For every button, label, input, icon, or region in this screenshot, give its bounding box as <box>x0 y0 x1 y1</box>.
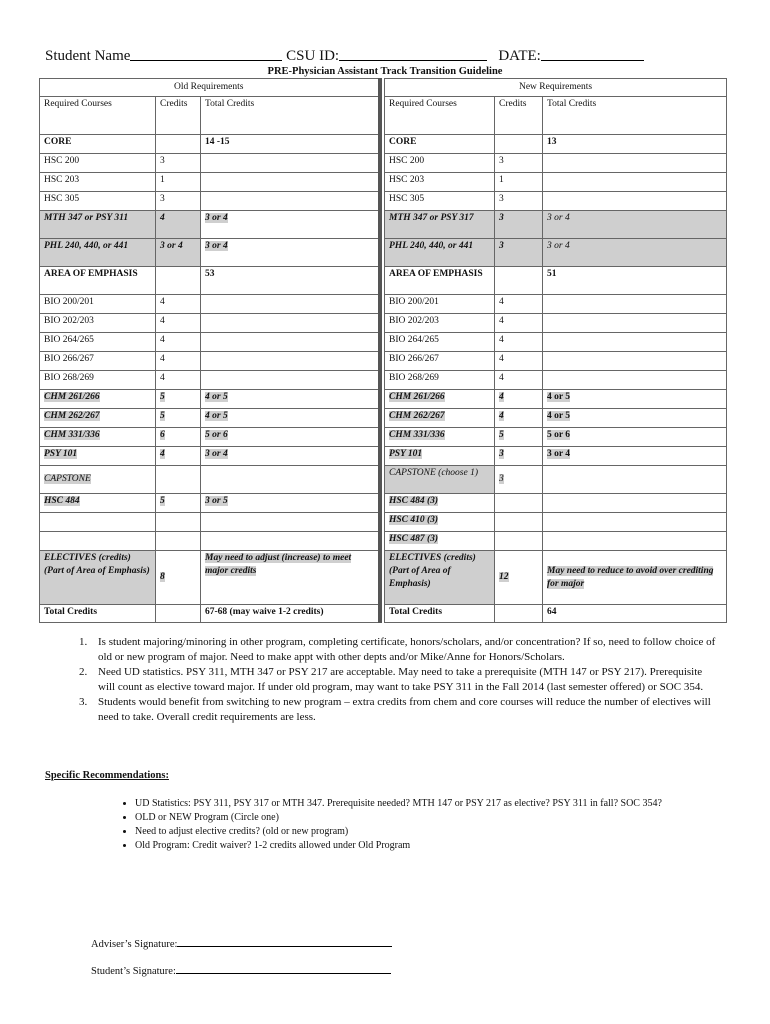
course-cell: PSY 101 <box>385 447 495 466</box>
credits-cell: 1 <box>156 173 201 192</box>
course-cell: PHL 240, 440, or 441 <box>385 239 495 267</box>
csu-id-label: CSU ID: <box>286 48 340 64</box>
total-cell: 3 or 4 <box>201 211 380 239</box>
course-cell: ELECTIVES (credits) (Part of Area of Emphasis) <box>40 551 156 605</box>
course-cell: PSY 101 <box>40 447 156 466</box>
credits-cell: 4 <box>495 371 543 390</box>
student-name-label: Student Name <box>45 48 131 64</box>
credits-cell: 5 <box>156 409 201 428</box>
total-cell: 3 or 5 <box>201 494 380 513</box>
credits-cell: 4 <box>495 352 543 371</box>
course-cell: BIO 200/201 <box>40 295 156 314</box>
total-cell: 3 or 4 <box>201 447 380 466</box>
area-of-emphasis-total: 51 <box>543 267 727 295</box>
course-cell: BIO 266/267 <box>40 352 156 371</box>
note-item: 3. Students would benefit from switching to new program – extra credits from chem and core courses will reduce the number of electives will need to take. Overall credit requirements are less. <box>90 695 718 725</box>
course-cell: HSC 487 (3) <box>385 532 495 551</box>
total-cell: 3 or 4 <box>543 447 727 466</box>
student-name-field[interactable] <box>130 46 282 61</box>
course-cell: BIO 264/265 <box>385 333 495 352</box>
credits-cell: 4 <box>495 409 543 428</box>
total-cell: 4 or 5 <box>543 390 727 409</box>
course-cell: CHM 261/266 <box>385 390 495 409</box>
course-cell: BIO 202/203 <box>385 314 495 333</box>
total-cell: 3 or 4 <box>201 239 380 267</box>
course-cell: HSC 484 <box>40 494 156 513</box>
credits-cell: 3 <box>495 239 543 267</box>
total-cell: 3 or 4 <box>543 239 727 267</box>
recommendation-item: • OLD or NEW Program (Circle one) <box>135 811 735 825</box>
adviser-signature-row <box>91 936 392 950</box>
area-of-emphasis-total: 53 <box>201 267 380 295</box>
adviser-signature-label: Adviser’s Signature: <box>91 939 178 950</box>
course-cell: HSC 203 <box>40 173 156 192</box>
credits-cell: 4 <box>495 390 543 409</box>
course-cell: BIO 268/269 <box>385 371 495 390</box>
course-cell: CAPSTONE <box>40 466 156 494</box>
course-cell: CHM 262/267 <box>385 409 495 428</box>
course-cell: HSC 200 <box>385 154 495 173</box>
course-cell: HSC 410 (3) <box>385 513 495 532</box>
credits-cell: 4 <box>495 295 543 314</box>
total-cell: May need to adjust (increase) to meet major credits <box>201 551 380 605</box>
course-cell: MTH 347 or PSY 311 <box>40 211 156 239</box>
col-required-courses: Required Courses <box>385 97 495 135</box>
col-required-courses: Required Courses <box>40 97 156 135</box>
credits-cell: 3 <box>156 154 201 173</box>
course-cell: HSC 203 <box>385 173 495 192</box>
total-cell: 4 or 5 <box>543 409 727 428</box>
credits-cell: 4 <box>156 371 201 390</box>
credits-cell: 4 <box>156 314 201 333</box>
col-total-credits: Total Credits <box>201 97 380 135</box>
credits-cell: 3 <box>495 466 543 494</box>
total-credits-label: Total Credits <box>40 605 156 623</box>
student-signature-field[interactable] <box>176 963 391 974</box>
credits-cell: 6 <box>156 428 201 447</box>
date-field[interactable] <box>541 46 644 61</box>
course-cell: CHM 262/267 <box>40 409 156 428</box>
old-requirements-table <box>39 78 382 623</box>
credits-cell: 4 <box>156 352 201 371</box>
course-cell: CHM 261/266 <box>40 390 156 409</box>
col-total-credits: Total Credits <box>543 97 727 135</box>
credits-cell: 5 <box>495 428 543 447</box>
total-credits-label: Total Credits <box>385 605 495 623</box>
credits-cell: 4 <box>156 447 201 466</box>
course-cell: BIO 268/269 <box>40 371 156 390</box>
course-cell: CAPSTONE (choose 1) <box>385 466 495 494</box>
total-credits-value: 64 <box>543 605 727 623</box>
header-line <box>45 46 665 65</box>
total-cell: 4 or 5 <box>201 390 380 409</box>
core-total: 13 <box>543 135 727 154</box>
note-item: 2. Need UD statistics. PSY 311, MTH 347 or PSY 217 are acceptable. May need to take a prerequisite (MTH 147 or PSY 217). Prerequisite will count as elective toward major. If under old program, may want to take PSY 311 in the Fall 2014 (last semester offered) or SOC 354. <box>90 665 718 695</box>
core-label: CORE <box>385 135 495 154</box>
credits-cell: 3 or 4 <box>156 239 201 267</box>
credits-cell: 1 <box>495 173 543 192</box>
course-cell: BIO 266/267 <box>385 352 495 371</box>
course-cell: BIO 202/203 <box>40 314 156 333</box>
course-cell: PHL 240, 440, or 441 <box>40 239 156 267</box>
course-cell: HSC 484 (3) <box>385 494 495 513</box>
total-cell: 4 or 5 <box>201 409 380 428</box>
recommendation-item: • Old Program: Credit waiver? 1-2 credits allowed under Old Program <box>135 839 735 853</box>
credits-cell: 3 <box>495 192 543 211</box>
credits-cell: 4 <box>495 314 543 333</box>
recommendation-item: • Need to adjust elective credits? (old or new program) <box>135 825 735 839</box>
credits-cell: 4 <box>156 295 201 314</box>
course-cell: HSC 305 <box>385 192 495 211</box>
core-label: CORE <box>40 135 156 154</box>
total-credits-value: 67-68 (may waive 1-2 credits) <box>201 605 380 623</box>
student-signature-row <box>91 963 391 977</box>
credits-cell: 8 <box>156 551 201 605</box>
document-title: PRE-Physician Assistant Track Transition Guideline <box>267 66 503 77</box>
date-label: DATE: <box>498 48 541 64</box>
credits-cell: 4 <box>156 333 201 352</box>
numbered-notes <box>68 635 718 725</box>
specific-recommendations-heading: Specific Recommendations: <box>45 770 169 781</box>
credits-cell: 4 <box>495 333 543 352</box>
recommendation-item: • UD Statistics: PSY 311, PSY 317 or MTH 347. Prerequisite needed? MTH 147 or PSY 217 as elective? PSY 311 in fall? SOC 354? <box>135 797 735 811</box>
course-cell: ELECTIVES (credits) (Part of Area of Emphasis) <box>385 551 495 605</box>
core-total: 14 -15 <box>201 135 380 154</box>
credits-cell: 12 <box>495 551 543 605</box>
course-cell: BIO 200/201 <box>385 295 495 314</box>
credits-cell: 3 <box>495 447 543 466</box>
credits-cell: 3 <box>156 192 201 211</box>
new-requirements-heading: New Requirements <box>385 79 727 97</box>
course-cell: MTH 347 or PSY 317 <box>385 211 495 239</box>
course-cell: CHM 331/336 <box>40 428 156 447</box>
credits-cell: 3 <box>495 211 543 239</box>
credits-cell: 4 <box>156 211 201 239</box>
col-credits: Credits <box>495 97 543 135</box>
student-signature-label: Student’s Signature: <box>91 966 176 977</box>
area-of-emphasis-label: AREA OF EMPHASIS <box>385 267 495 295</box>
credits-cell: 5 <box>156 494 201 513</box>
csu-id-field[interactable] <box>339 46 487 61</box>
new-requirements-table <box>384 78 727 623</box>
area-of-emphasis-label: AREA OF EMPHASIS <box>40 267 156 295</box>
total-cell: 5 or 6 <box>201 428 380 447</box>
course-cell: CHM 331/336 <box>385 428 495 447</box>
recommendations-list <box>115 797 735 853</box>
total-cell: 5 or 6 <box>543 428 727 447</box>
old-requirements-heading: Old Requirements <box>40 79 380 97</box>
total-cell: May need to reduce to avoid over crediting for major <box>543 551 727 605</box>
course-cell: BIO 264/265 <box>40 333 156 352</box>
course-cell: HSC 200 <box>40 154 156 173</box>
credits-cell: 3 <box>495 154 543 173</box>
credits-cell: 5 <box>156 390 201 409</box>
adviser-signature-field[interactable] <box>177 936 392 947</box>
course-cell: HSC 305 <box>40 192 156 211</box>
col-credits: Credits <box>156 97 201 135</box>
note-item: 1. Is student majoring/minoring in other program, completing certificate, honors/scholars, and/or concentration? If so, need to follow choice of old or new program of major. Need to make appt with other depts and/or Mike/Anne for Honors/Scholars. <box>90 635 718 665</box>
total-cell: 3 or 4 <box>543 211 727 239</box>
